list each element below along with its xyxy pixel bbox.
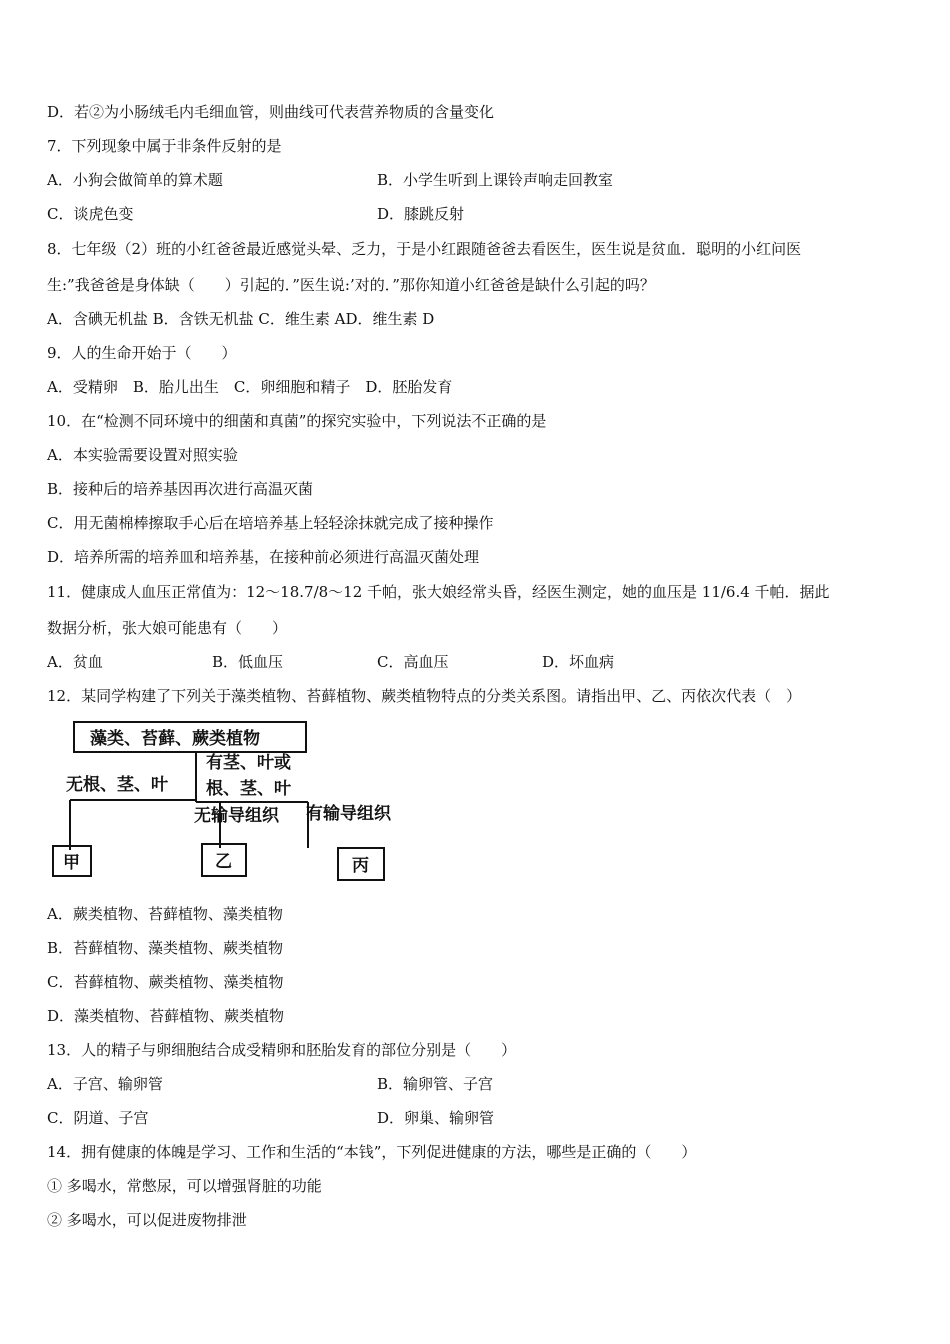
option-line: B．苔藓植物、藻类植物、蕨类植物 xyxy=(47,939,284,957)
question-line: 8．七年级（2）班的小红爸爸最近感觉头晕、乏力，于是小红跟随爸爸去看医生，医生说是贫血．聪明的小红问医 xyxy=(47,240,802,258)
option-line: A．蕨类植物、苔藓植物、藻类植物 xyxy=(47,905,283,923)
question-line: 数据分析，张大娘可能患有（ ） xyxy=(47,619,288,637)
option-line: A．子宫、输卵管 xyxy=(47,1075,163,1093)
question-line: 14．拥有健康的体魄是学习、工作和生活的“本钱”，下列促进健康的方法，哪些是正确的（ ） xyxy=(47,1143,697,1161)
question-line: 生:”我爸爸是身体缺（ ）引起的．”医生说:’对的．”那你知道小红爸爸是缺什么引起的吗？ xyxy=(47,276,655,294)
option-line: D．坏血病 xyxy=(542,653,615,671)
has-vascular-label: 有输导组织 xyxy=(306,804,391,824)
option-line: A．本实验需要设置对照实验 xyxy=(47,446,238,464)
option-line: C．阴道、子宫 xyxy=(47,1109,149,1127)
option-line: D．膝跳反射 xyxy=(377,205,465,223)
left-branch-label: 无根、茎、叶 xyxy=(66,775,168,795)
statement-line: ① 多喝水，常憋尿，可以增强肾脏的功能 xyxy=(47,1177,322,1195)
question-line: 11．健康成人血压正常值为：12～18.7/8～12 千帕，张大娘经常头昏，经医生测定，她的血压是 11/6.4 千帕．据此 xyxy=(47,583,830,601)
option-line: D．培养所需的培养皿和培养基，在接种前必须进行高温灭菌处理 xyxy=(47,548,480,566)
option-line: C．用无菌棉棒擦取手心后在培培养基上轻轻涂抹就完成了接种操作 xyxy=(47,514,494,532)
statement-line: ② 多喝水，可以促进废物排泄 xyxy=(47,1211,247,1229)
option-line: B．接种后的培养基因再次进行高温灭菌 xyxy=(47,480,314,498)
question-line: 13．人的精子与卵细胞结合成受精卵和胚胎发育的部位分别是（ ） xyxy=(47,1041,517,1059)
question-line: 12．某同学构建了下列关于藻类植物、苔藓植物、蕨类植物特点的分类关系图。请指出甲、乙、丙依次代表（ ） xyxy=(47,687,802,705)
question-line: 10．在“检测不同环境中的细菌和真菌”的探究实验中，下列说法不正确的是 xyxy=(47,412,547,430)
right-branch-label-1: 有茎、叶或 xyxy=(206,753,291,773)
option-line: B．输卵管、子宫 xyxy=(377,1075,494,1093)
option-line: A．小狗会做简单的算术题 xyxy=(47,171,223,189)
option-line: C．高血压 xyxy=(377,653,449,671)
option-line: B．小学生听到上课铃声响走回教室 xyxy=(377,171,614,189)
option-line: A．受精卵 B．胎儿出生 C．卵细胞和精子 D．胚胎发育 xyxy=(47,378,453,396)
root-label: 藻类、苔藓、蕨类植物 xyxy=(90,729,260,749)
question-line: D．若②为小肠绒毛内毛细血管，则曲线可代表营养物质的含量变化 xyxy=(47,103,495,121)
question-line: 7．下列现象中属于非条件反射的是 xyxy=(47,137,282,155)
leaf-label-bing: 丙 xyxy=(352,856,369,876)
leaf-label-yi: 乙 xyxy=(215,852,232,872)
option-line: D．卵巢、输卵管 xyxy=(377,1109,495,1127)
option-line: C．谈虎色变 xyxy=(47,205,134,223)
leaf-label-jia: 甲 xyxy=(63,853,80,873)
option-line: C．苔藓植物、蕨类植物、藻类植物 xyxy=(47,973,284,991)
question-line: 9．人的生命开始于（ ） xyxy=(47,344,237,362)
option-line: A．含碘无机盐 B．含铁无机盐 C．维生素 AD．维生素 D xyxy=(47,310,435,328)
classification-diagram xyxy=(50,718,420,888)
option-line: A．贫血 xyxy=(47,653,103,671)
option-line: B．低血压 xyxy=(212,653,284,671)
right-branch-label-2: 根、茎、叶 xyxy=(206,779,291,799)
no-vascular-label: 无输导组织 xyxy=(194,806,279,826)
option-line: D．藻类植物、苔藓植物、蕨类植物 xyxy=(47,1007,285,1025)
